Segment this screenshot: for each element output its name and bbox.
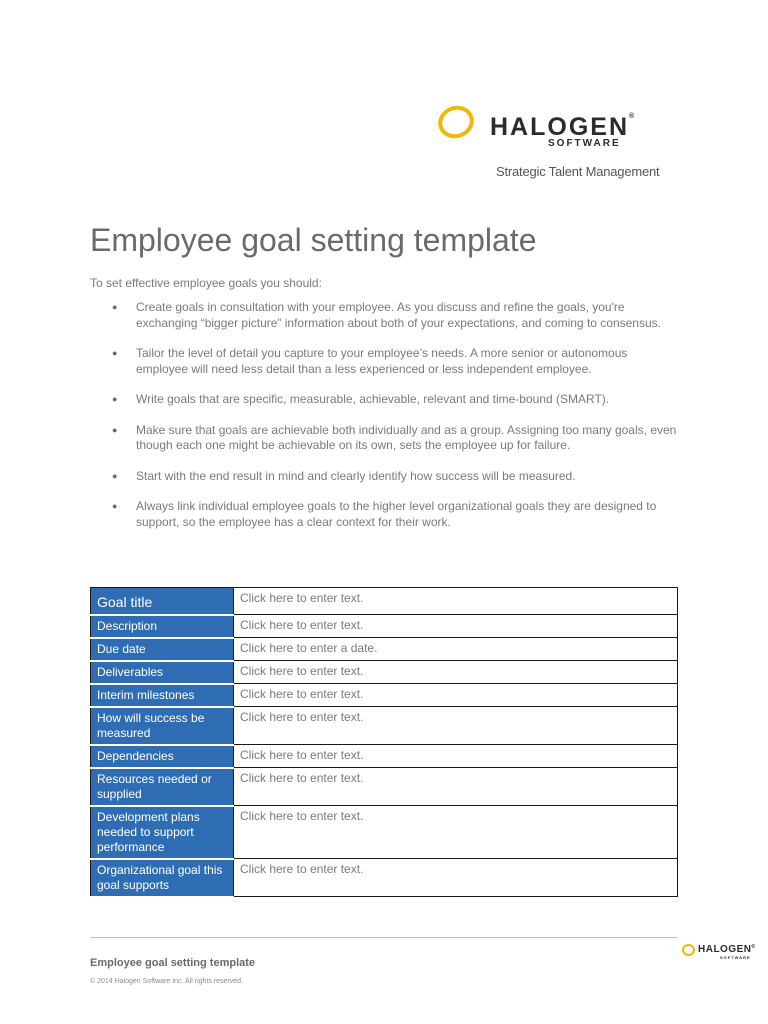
resources-field[interactable]: Click here to enter text. (234, 768, 678, 806)
organizational-goal-field[interactable]: Click here to enter text. (234, 859, 678, 897)
table-row (91, 684, 678, 707)
row-label: Resources needed or supplied (91, 768, 234, 806)
row-label: Development plans needed to support performance (91, 806, 234, 859)
bullet-icon: ● (112, 501, 118, 511)
halogen-ring-icon (434, 101, 479, 143)
table-row (91, 745, 678, 768)
logo-sub: SOFTWARE (548, 138, 621, 149)
table-row (91, 806, 678, 859)
deliverables-field[interactable]: Click here to enter text. (234, 661, 678, 684)
table-row (91, 859, 678, 897)
list-item: ● Write goals that are specific, measurable, achievable, relevant and time-bound (SMART). (112, 392, 610, 406)
list-item: ● Always link individual employee goals to the higher level organizational goals they are designed to support, so the employee has a clear context for their work. (112, 499, 657, 529)
bullet-icon: ● (112, 394, 118, 404)
description-field[interactable]: Click here to enter text. (234, 615, 678, 638)
list-item: ● Start with the end result in mind and clearly identify how success will be measured. (112, 468, 576, 483)
intro-text: To set effective employee goals you should: (90, 276, 322, 290)
bullet-icon: ● (112, 470, 118, 481)
row-label: Description (91, 615, 234, 638)
goal-table (90, 587, 678, 898)
table-row (91, 615, 678, 638)
table-row (91, 638, 678, 661)
due-date-field[interactable]: Click here to enter a date. (234, 638, 678, 661)
list-item: ● Create goals in consultation with your employee. As you discuss and refine the goals, you're exchanging “bigger picture” information about both of your expectations, and coming to consensus. (112, 300, 661, 330)
halogen-logo (433, 100, 678, 182)
bullet-icon: ● (112, 424, 118, 435)
bullet-icon: ● (112, 302, 118, 312)
row-label: How will success be measured (91, 707, 234, 745)
logo-tagline: Strategic Talent Management (496, 164, 660, 179)
row-label: Goal title (91, 588, 234, 615)
row-label: Due date (91, 638, 234, 661)
footer-logo-brand: HALOGEN® (698, 944, 756, 955)
row-label: Organizational goal this goal supports (91, 859, 234, 897)
bullet-icon: ● (112, 348, 118, 358)
row-label: Interim milestones (91, 684, 234, 707)
list-item: ● Tailor the level of detail you capture to your employee’s needs. A more senior or autonomous employee will need less detail than a less experienced or less independent employee. (112, 346, 628, 376)
footer-divider (90, 937, 678, 938)
table-row (91, 661, 678, 684)
list-item: ● Make sure that goals are achievable both individually and as a group. Assigning too many goals, even though each one might be achievable on its own, sets the employee up for failure. (112, 422, 677, 452)
footer-copyright: © 2014 Halogen Software Inc. All rights reserved. (90, 978, 244, 985)
table-row (91, 588, 678, 615)
milestones-field[interactable]: Click here to enter text. (234, 684, 678, 707)
success-measure-field[interactable]: Click here to enter text. (234, 707, 678, 745)
table-row (91, 707, 678, 745)
footer-logo-sub: SOFTWARE (720, 955, 751, 960)
table-row (91, 768, 678, 806)
page-title: Employee goal setting template (90, 222, 537, 258)
tips-list (90, 300, 680, 545)
row-label: Deliverables (91, 661, 234, 684)
row-label: Dependencies (91, 745, 234, 768)
footer-halogen-logo (680, 941, 760, 963)
goal-title-field[interactable]: Click here to enter text. (234, 588, 678, 615)
footer-title: Employee goal setting template (90, 957, 256, 969)
logo-brand: HALOGEN® (490, 113, 635, 141)
development-plans-field[interactable]: Click here to enter text. (234, 806, 678, 859)
halogen-ring-icon (682, 944, 695, 956)
dependencies-field[interactable]: Click here to enter text. (234, 745, 678, 768)
